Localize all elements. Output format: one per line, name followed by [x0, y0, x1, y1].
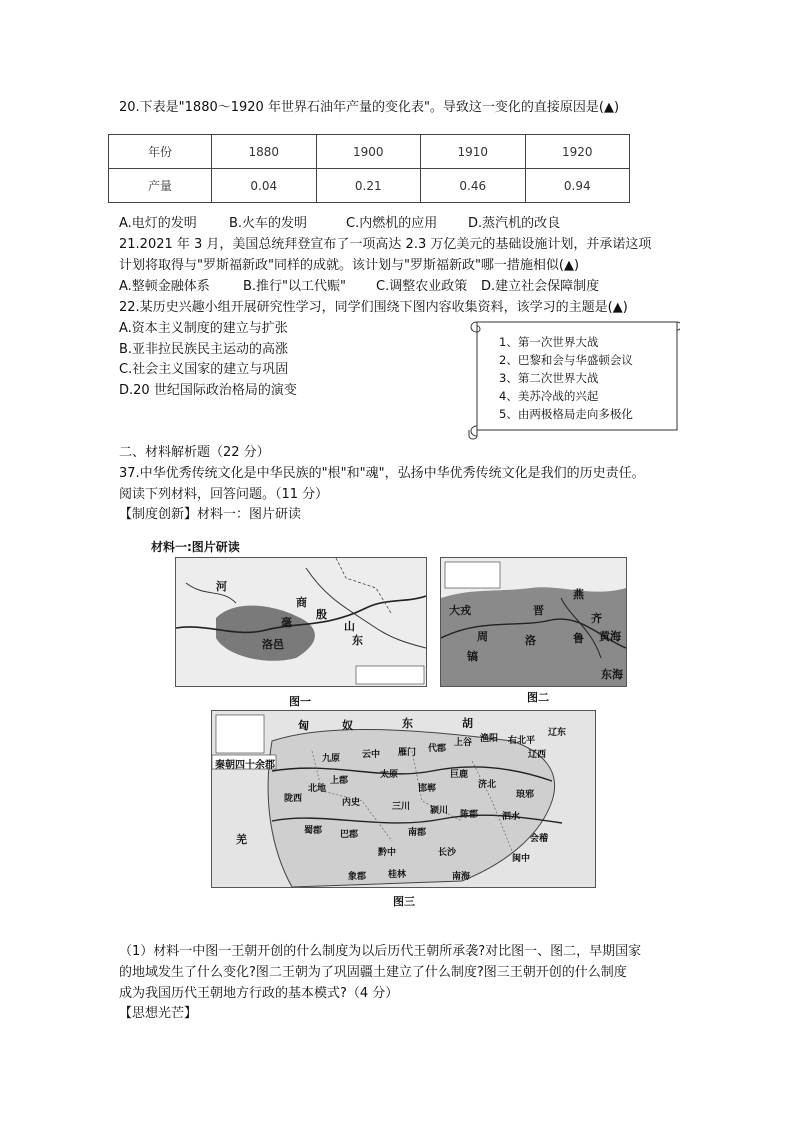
map-label: 邯郸	[418, 784, 437, 794]
table-cell: 0.46	[421, 169, 526, 203]
map-label: 奴	[342, 719, 353, 732]
oil-output-table	[108, 134, 630, 203]
table-cell: 1920	[525, 135, 630, 169]
list-item: 2、巴黎和会与华盛顿会议	[499, 353, 633, 367]
list-item: 5、由两极格局走向多极化	[499, 407, 633, 421]
material-intro: 【制度创新】材料一：图片研读	[119, 507, 302, 522]
map-label: 洛	[525, 634, 536, 647]
q22-option-d: D.20 世纪国际政治格局的演变	[119, 383, 297, 398]
map-label: 河	[216, 580, 227, 593]
map-label: 陇西	[284, 794, 303, 804]
q20-option-a: A.电灯的发明	[119, 216, 197, 231]
q1-line2: 的地域发生了什么变化?图二王朝为了巩固疆土建立了什么制度?图三王朝开创的什么制度	[119, 965, 627, 980]
figure-caption-1: 图一	[289, 695, 311, 708]
map-label: 黔中	[378, 848, 397, 858]
map-label: 闽中	[512, 854, 531, 864]
map-label: 上郡	[330, 776, 349, 786]
map-label: 殷	[316, 608, 327, 621]
map-label: 泗水	[502, 812, 521, 822]
section2-heading: 二、材料解析题（22 分）	[119, 445, 270, 460]
map-label: 洛邑	[262, 638, 284, 651]
map-label: 巴郡	[340, 830, 359, 840]
q21-option-d: D.建立社会保障制度	[481, 279, 600, 294]
table-header-label: 年份	[109, 135, 212, 169]
map-1-graphic	[176, 558, 426, 686]
map-label: 羌	[236, 833, 247, 846]
map-label: 燕	[573, 588, 584, 601]
map-label: 陈郡	[460, 810, 479, 820]
map-label: 琅邪	[516, 790, 535, 800]
table-row-label: 产量	[109, 169, 212, 203]
map-label: 大戎	[449, 604, 471, 617]
q21-stem-line1: 21.2021 年 3 月，美国总统拜登宣布了一项高达 2.3 万亿美元的基础设施计划，并承诺这项	[119, 237, 652, 252]
map-figure-2	[440, 557, 627, 687]
q20-option-b: B.火车的发明	[229, 216, 308, 231]
map-label: 南郡	[408, 828, 427, 838]
q22-stem: 22.某历史兴趣小组开展研究性学习，同学们围绕下图内容收集资料，该学习的主题是(▲)	[119, 300, 628, 315]
figure-banner: 材料一:图片研读	[151, 540, 240, 554]
q37-stem-line1: 37.中华优秀传统文化是中华民族的"根"和"魂"，弘扬中华优秀传统文化是我们的历史责任。	[119, 466, 645, 481]
table-cell: 0.04	[212, 169, 317, 203]
map-label: 云中	[362, 750, 381, 760]
map-figure-1	[175, 557, 427, 687]
map-label: 桂林	[388, 870, 407, 880]
map-label: 渔阳	[480, 734, 499, 744]
map-label: 商	[296, 596, 307, 609]
map-label: 颍川	[430, 806, 449, 816]
table-row-years	[109, 135, 630, 169]
map-label: 蜀郡	[304, 826, 323, 836]
map-label: 右北平	[508, 736, 536, 746]
map-label: 上谷	[454, 738, 473, 748]
q22-option-b: B.亚非拉民族民主运动的高涨	[119, 342, 289, 357]
map-label: 山	[344, 620, 355, 633]
map-label: 雁门	[398, 748, 417, 758]
list-item: 1、第一次世界大战	[499, 335, 599, 349]
map-label: 辽西	[528, 750, 547, 760]
list-item: 4、美苏冷战的兴起	[499, 389, 599, 403]
q22-option-c: C.社会主义国家的建立与巩固	[119, 362, 289, 377]
map-label: 南海	[452, 872, 471, 882]
map-label: 太原	[380, 770, 399, 780]
map-label: 胡	[462, 717, 473, 730]
q1-line1: （1）材料一中图一王朝开创的什么制度为以后历代王朝所承袭?对比图一、图二，早期国家	[119, 944, 642, 959]
table-row-output	[109, 169, 630, 203]
map-label: 齐	[591, 612, 602, 625]
figure-caption-3: 图三	[393, 895, 415, 908]
map-label: 济北	[478, 780, 497, 790]
table-cell: 0.21	[316, 169, 421, 203]
map-label: 北地	[308, 784, 327, 794]
map-label: 鲁	[573, 632, 584, 645]
q1-line3: 成为我国历代王朝地方行政的基本模式?（4 分）	[119, 986, 399, 1001]
q37-stem-line2: 阅读下列材料，回答问题。（11 分）	[119, 487, 329, 502]
map-label: 代郡	[428, 744, 447, 754]
map-label: 周	[477, 630, 488, 643]
q20-option-c: C.内燃机的应用	[346, 216, 438, 231]
q21-option-a: A.整顿金融体系	[119, 279, 210, 294]
map-label: 东	[402, 717, 413, 730]
map-label: 毫	[281, 616, 292, 629]
list-item: 3、第二次世界大战	[499, 371, 599, 385]
q21-option-b: B.推行"以工代赈"	[243, 279, 347, 294]
map-label: 辽东	[548, 728, 567, 738]
map-label: 东	[352, 634, 363, 647]
map-label: 象郡	[348, 872, 367, 882]
map-label: 匈	[298, 719, 309, 732]
table-cell: 1900	[316, 135, 421, 169]
map-label: 巨鹿	[450, 770, 469, 780]
map-label: 三川	[392, 802, 411, 812]
map-label: 晋	[533, 604, 544, 617]
figure-caption-2: 图二	[527, 691, 549, 704]
map-figure-3	[211, 710, 596, 888]
table-cell: 1910	[421, 135, 526, 169]
map-label: 内史	[342, 798, 361, 808]
scroll-list	[499, 333, 633, 423]
thought-heading: 【思想光芒】	[119, 1006, 198, 1021]
q20-options	[119, 215, 560, 233]
map-3-banner: 秦朝四十余郡	[215, 760, 275, 771]
q20-option-d: D.蒸汽机的改良	[468, 216, 561, 231]
map-label: 东海	[601, 668, 623, 681]
map-label: 会稽	[530, 834, 549, 844]
map-label: 九原	[322, 754, 341, 764]
map-label: 黄海	[599, 630, 621, 643]
q21-option-c: C.调整农业政策	[376, 279, 468, 294]
table-cell: 0.94	[525, 169, 630, 203]
q22-option-a: A.资本主义制度的建立与扩张	[119, 321, 288, 336]
table-cell: 1880	[212, 135, 317, 169]
map-label: 长沙	[438, 848, 457, 858]
q21-stem-line2: 计划将取得与"罗斯福新政"同样的成就。该计划与"罗斯福新政"哪一措施相似(▲)	[119, 258, 580, 273]
q20-stem: 20.下表是"1880～1920 年世界石油年产量的变化表"。导致这一变化的直接原因是(▲)	[119, 100, 620, 115]
map-label: 镐	[467, 650, 478, 663]
q21-options	[119, 278, 599, 296]
